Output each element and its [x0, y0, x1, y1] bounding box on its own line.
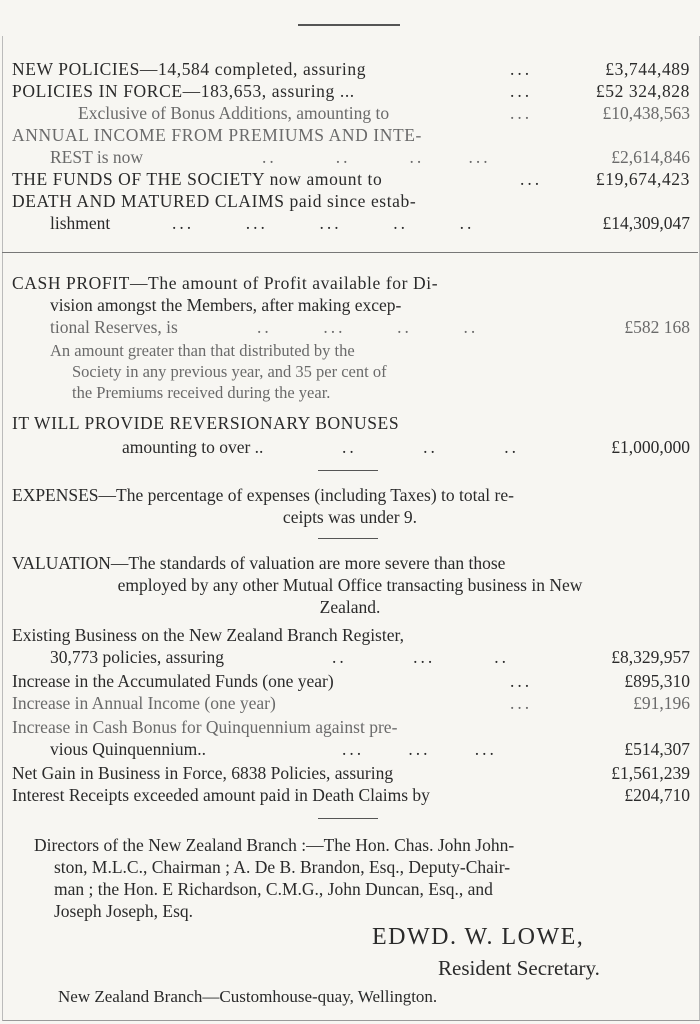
directors-line-2: ston, M.L.C., Chairman ; A. De B. Brandon, Esq., Deputy-Chair-	[54, 857, 511, 877]
cash-profit-amount: £582 168	[624, 317, 690, 337]
funds-label: THE FUNDS OF THE SOCIETY now amount to	[12, 169, 383, 189]
directors-line-3: man ; the Hon. E Richardson, C.M.G., John Duncan, Esq., and	[54, 879, 493, 899]
existing-business-line-2: 30,773 policies, assuring	[50, 647, 225, 667]
cash-profit-note-line-3: the Premiums received during the year.	[72, 383, 331, 402]
annual-income-increase-label: Increase in Annual Income (one year)	[12, 693, 276, 713]
cash-profit-line-1: CASH PROFIT—The amount of Profit available for Di-	[12, 273, 439, 293]
top-rule	[298, 24, 400, 26]
accumulated-funds-row	[12, 670, 690, 692]
cash-profit-line-2: vision amongst the Members, after making excep-	[50, 295, 402, 315]
annual-income-amount: £2,614,846	[611, 147, 690, 167]
leader-dots: .. ... ..	[332, 647, 509, 667]
directors-line-1: Directors of the New Zealand Branch :—The Hon. Chas. John John-	[34, 835, 515, 855]
signatory-title: Resident Secretary.	[438, 956, 600, 980]
cash-profit-row-3	[12, 316, 690, 338]
cash-profit-note	[50, 340, 540, 403]
cash-profit-row-2	[12, 294, 690, 316]
death-claims-row-2	[12, 212, 690, 234]
existing-business-line-1: Existing Business on the New Zealand Branch Register,	[12, 625, 404, 645]
funds-amount: £19,674,423	[595, 169, 690, 189]
leader-dots: ...	[510, 59, 533, 79]
bonuses-amount: £1,000,000	[611, 437, 690, 457]
funds-row	[12, 168, 690, 190]
leader-dots: .. ... .. ..	[257, 317, 479, 337]
cash-bonus-row	[12, 716, 690, 738]
death-claims-amount: £14,309,047	[602, 213, 690, 233]
short-rule	[318, 538, 378, 539]
bonuses-line-1: IT WILL PROVIDE REVERSIONARY BONUSES	[12, 413, 400, 433]
cash-profit-row	[12, 272, 690, 294]
expenses-line-2: ceipts was under 9.	[282, 507, 418, 527]
policies-in-force-label: POLICIES IN FORCE—183,653, assuring ...	[12, 81, 355, 101]
valuation-line-3: Zealand.	[319, 597, 381, 617]
interest-receipts-label: Interest Receipts exceeded amount paid in Death Claims by	[12, 785, 430, 805]
leader-dots: ... ... ...	[342, 739, 497, 759]
cash-profit-note-line-1: An amount greater than that distributed by the	[50, 341, 355, 360]
short-rule	[318, 470, 378, 471]
leader-dots: ...	[520, 169, 543, 189]
valuation-line-1: VALUATION—The standards of valuation are more severe than those	[12, 553, 506, 573]
bonus-additions-label: Exclusive of Bonus Additions, amounting to	[78, 103, 390, 123]
policies-in-force-amount: £52 324,828	[595, 81, 690, 101]
expenses-line-1: EXPENSES—The percentage of expenses (including Taxes) to total re-	[12, 485, 514, 505]
leader-dots: ...	[510, 693, 533, 713]
annual-income-row	[12, 124, 690, 146]
policies-in-force-row	[12, 80, 690, 102]
leader-dots: ...	[510, 103, 533, 123]
cash-profit-line-3: tional Reserves, is	[50, 317, 178, 337]
leader-dots: .. .. ..	[342, 437, 519, 457]
short-rule	[318, 818, 378, 819]
new-policies-label: NEW POLICIES—14,584 completed, assuring	[12, 59, 367, 79]
cash-profit-note-line-2: Society in any previous year, and 35 per cent of	[72, 362, 387, 381]
leader-dots: ...	[510, 671, 533, 691]
annual-income-increase-amount: £91,196	[633, 693, 690, 713]
directors-paragraph	[34, 834, 684, 922]
leader-dots: .. .. .. ...	[262, 147, 491, 167]
bonus-additions-amount: £10,438,563	[602, 103, 690, 123]
cash-bonus-line-2: vious Quinquennium..	[50, 739, 207, 759]
cash-bonus-amount: £514,307	[624, 739, 690, 759]
bonuses-line-2: amounting to over ..	[122, 437, 264, 457]
annual-income-row-2	[12, 146, 690, 168]
net-gain-row	[12, 762, 690, 784]
cash-bonus-line-1: Increase in Cash Bonus for Quinquennium against pre-	[12, 717, 398, 737]
death-claims-row	[12, 190, 690, 212]
branch-address: New Zealand Branch—Customhouse-quay, Wellington.	[58, 987, 438, 1006]
leader-dots: ... ... ... .. ..	[172, 213, 475, 233]
cash-bonus-row-2	[12, 738, 690, 760]
directors-line-4: Joseph Joseph, Esq.	[54, 901, 194, 921]
expenses-row	[12, 484, 690, 506]
new-policies-row	[12, 58, 690, 80]
existing-business-amount: £8,329,957	[611, 647, 690, 667]
existing-business-row-2	[12, 646, 690, 668]
new-policies-amount: £3,744,489	[605, 59, 690, 79]
signatory-name: EDWD. W. LOWE,	[372, 924, 585, 950]
bonuses-row-2	[12, 436, 690, 458]
accumulated-funds-amount: £895,310	[624, 671, 690, 691]
existing-business-row	[12, 624, 690, 646]
valuation-line-2: employed by any other Mutual Office transacting business in New	[117, 575, 583, 595]
accumulated-funds-label: Increase in the Accumulated Funds (one year)	[12, 671, 334, 691]
death-claims-label: DEATH AND MATURED CLAIMS paid since estab-	[12, 191, 417, 211]
net-gain-label: Net Gain in Business in Force, 6838 Policies, assuring	[12, 763, 394, 783]
annual-income-label-2: REST is now	[50, 147, 144, 167]
bonuses-row	[12, 412, 690, 434]
net-gain-amount: £1,561,239	[611, 763, 690, 783]
valuation-row	[12, 552, 690, 574]
annual-income-label: ANNUAL INCOME FROM PREMIUMS AND INTE-	[12, 125, 422, 145]
interest-receipts-amount: £204,710	[624, 785, 690, 805]
interest-receipts-row	[12, 784, 690, 806]
leader-dots: ...	[510, 81, 533, 101]
annual-income-increase-row	[12, 692, 690, 714]
death-claims-label-2: lishment	[50, 213, 111, 233]
section-divider	[2, 252, 698, 253]
bonus-additions-row	[12, 102, 690, 124]
